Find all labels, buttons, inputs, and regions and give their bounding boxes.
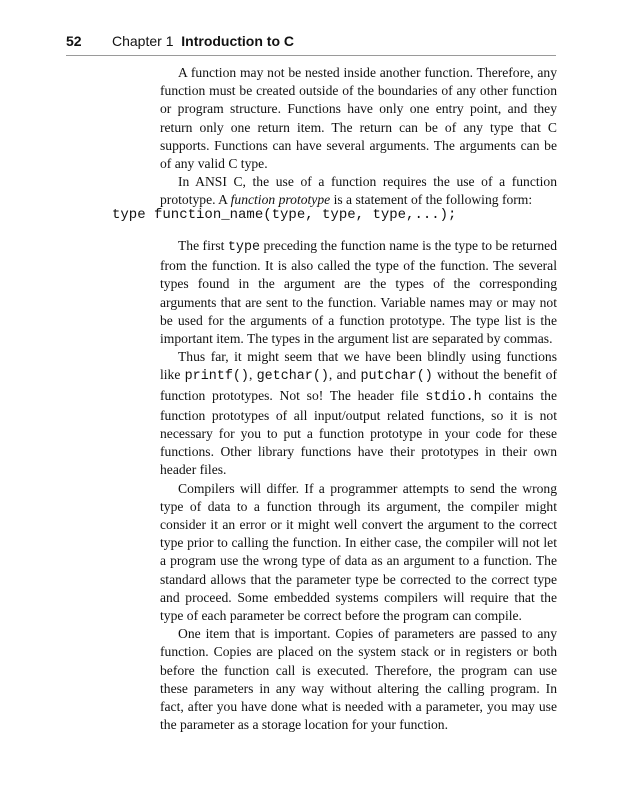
running-header [66,33,556,56]
prototype-syntax: type function_name(type, type, type,...); [112,207,457,223]
paragraph-nesting: A function may not be nested inside another function. Therefore, any function must be created outside of the boundaries of any other function or program structure. Functions have only one entry point, and they return only one return item. The return can be of any type that C supports. Functions can have several arguments. The arguments can be of any valid C type. [160,65,557,172]
code-printf: printf() [184,369,249,385]
chapter-label: Chapter 1 [112,33,174,49]
text-block-1 [160,64,557,210]
page-number: 52 [66,33,82,49]
code-getchar: getchar() [256,369,329,385]
paragraph-prototype-intro: In ANSI C, the use of a function requires the use of a function prototype. A function prototype is a statement of the following form: [160,174,557,208]
paragraph-return-type: The first type preceding the function name is the type to be returned from the function. It is also called the type of the function. The several types found in the argument are the types of the corresponding arguments that are sent to the function. Variable names may or may not be used for the arguments of a function prototype. The type list is the important item. The types in the argument list are separated by commas. [160,238,557,347]
paragraph-compilers: Compilers will differ. If a programmer attempts to send the wrong type of data to a function through its argument, the compiler might consider it an error or it might well convert the argument to the correct type prior to calling the function. In either case, the compiler will not let a program use the wrong type of data as an argument to a function. The standard allows that the parameter type be corrected to the correct type and proceed. Some embedded systems compilers will require that the type of each parameter be correct before the program can compile. [160,480,557,624]
chapter-heading [112,33,294,49]
chapter-title: Introduction to C [181,33,295,49]
code-putchar: putchar() [360,369,433,385]
code-type: type [227,240,261,255]
term-function-prototype: function prototype [230,192,331,208]
paragraph-library-functions: Thus far, it might seem that we have been blindly using functions like printf(), getchar(), and putchar() without the benefit of function prototypes. Not so! The header file stdio.h contains the function prototypes of all input/output related functions, so it is not necessary for you to put a function prototype in your code for these functions. Other library functions have their prototypes in their own header files. [160,349,557,478]
code-stdio-h: stdio.h [425,389,482,405]
paragraph-parameter-copies: One item that is important. Copies of parameters are passed to any function. Copies are placed on the system stack or in registers or both before the function call is executed. Therefore, the program can use these parameters in any way without altering the calling program. In fact, after you have done what is needed with a parameter, you may use the parameter as a storage location for your function. [160,626,557,733]
text-block-2 [160,237,557,734]
